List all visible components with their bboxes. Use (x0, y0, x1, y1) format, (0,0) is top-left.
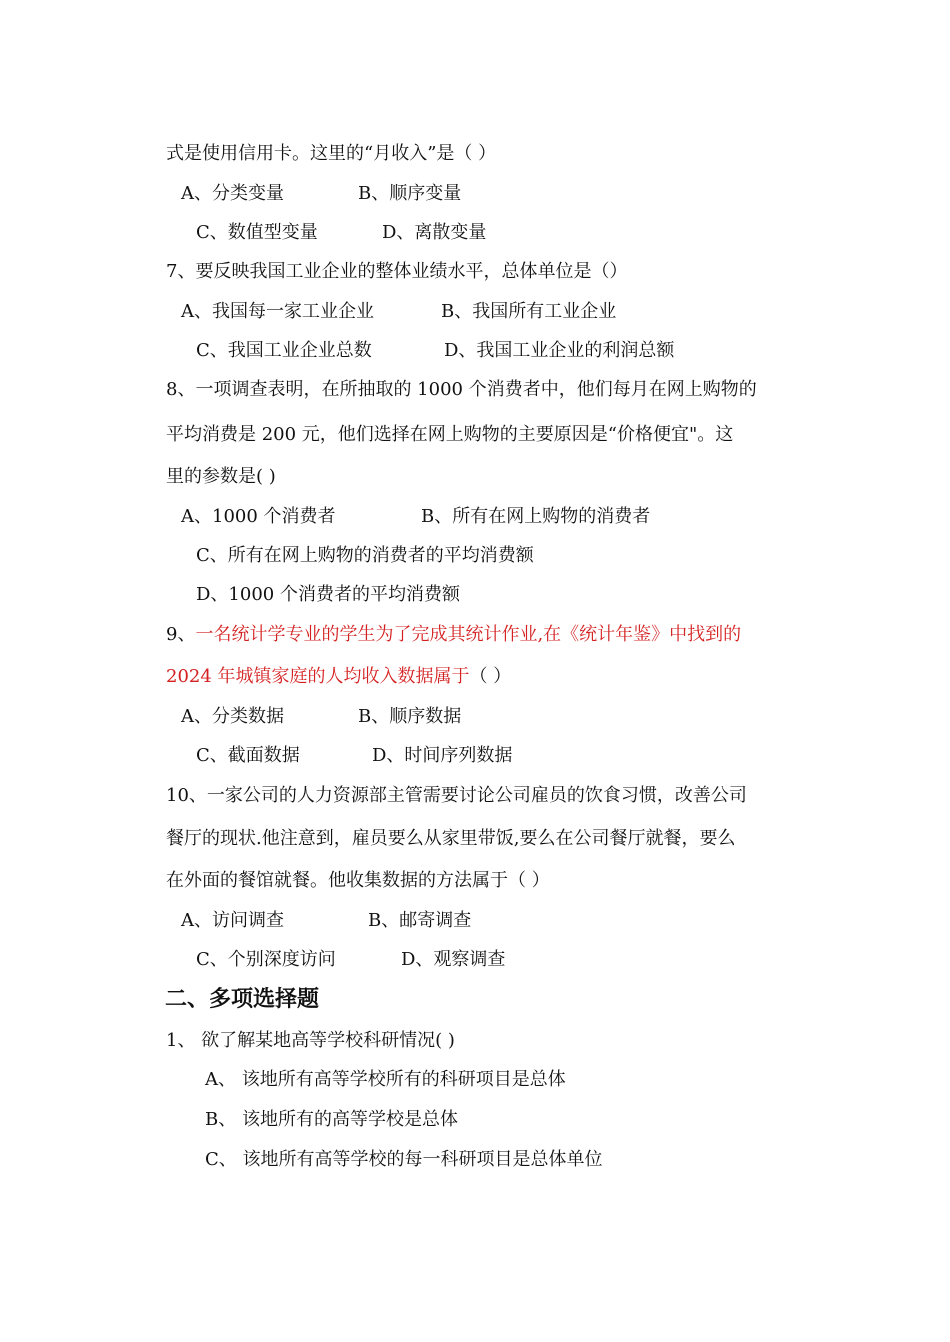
s2-q1-option-a: A、 该地所有高等学校所有的科研项目是总体 (205, 1069, 566, 1090)
q6-option-a: A、分类变量 (181, 183, 284, 204)
q9-highlight-text-2: 2024 年城镇家庭的人均收入数据属于 (166, 666, 470, 687)
q8-option-a: A、1000 个消费者 (181, 506, 336, 527)
q10-option-d: D、观察调查 (401, 949, 506, 970)
s2-q1-option-c: C、 该地所有高等学校的每一科研项目是总体单位 (205, 1149, 603, 1170)
q7-option-b: B、我国所有工业企业 (441, 301, 617, 322)
q6-option-d: D、离散变量 (382, 222, 487, 243)
q10-option-c: C、个别深度访问 (196, 949, 336, 970)
q9-highlight-text-1: 一名统计学专业的学生为了完成其统计作业,在《统计年鉴》中找到的 (195, 624, 742, 645)
q9-stem-line1 (166, 624, 741, 646)
q10-stem-line1: 10、一家公司的人力资源部主管需要讨论公司雇员的饮食习惯，改善公司 (166, 785, 747, 806)
section-heading-multiple-choice: 二、多项选择题 (165, 987, 320, 1012)
q9-stem-line2 (166, 666, 511, 688)
q7-option-d: D、我国工业企业的利润总额 (444, 340, 675, 361)
q6-option-c: C、数值型变量 (196, 222, 318, 243)
q8-option-b: B、所有在网上购物的消费者 (421, 506, 651, 527)
q9-answer-blank: （ ） (469, 666, 512, 687)
q9-option-d: D、时间序列数据 (372, 745, 513, 766)
q7-stem: 7、要反映我国工业企业的整体业绩水平，总体单位是（） (166, 261, 628, 282)
q9-option-c: C、截面数据 (196, 745, 300, 766)
q6-option-b: B、顺序变量 (358, 183, 462, 204)
q6-stem-tail: 式是使用信用卡。这里的“月收入”是（ ） (166, 143, 497, 164)
q10-option-a: A、访问调查 (181, 910, 284, 931)
q8-stem-line1: 8、一项调查表明，在所抽取的 1000 个消费者中，他们每月在网上购物的 (166, 379, 757, 400)
q8-option-c: C、所有在网上购物的消费者的平均消费额 (196, 545, 534, 566)
q7-option-a: A、我国每一家工业企业 (181, 301, 374, 322)
q10-stem-line2: 餐厅的现状.他注意到，雇员要么从家里带饭,要么在公司餐厅就餐，要么 (166, 828, 736, 849)
q10-stem-line3: 在外面的餐馆就餐。他收集数据的方法属于（ ） (166, 870, 550, 891)
q9-option-b: B、顺序数据 (358, 706, 462, 727)
q8-stem-line3: 里的参数是( ) (166, 466, 276, 487)
q10-option-b: B、邮寄调查 (368, 910, 472, 931)
q8-option-d: D、1000 个消费者的平均消费额 (196, 584, 460, 605)
s2-q1-option-b: B、 该地所有的高等学校是总体 (205, 1109, 458, 1130)
s2-q1-stem: 1、 欲了解某地高等学校科研情况( ) (166, 1030, 455, 1051)
q9-number: 9、 (166, 624, 196, 645)
q8-stem-line2: 平均消费是 200 元，他们选择在网上购物的主要原因是“价格便宜"。这 (166, 424, 734, 445)
q9-option-a: A、分类数据 (181, 706, 284, 727)
q7-option-c: C、我国工业企业总数 (196, 340, 372, 361)
